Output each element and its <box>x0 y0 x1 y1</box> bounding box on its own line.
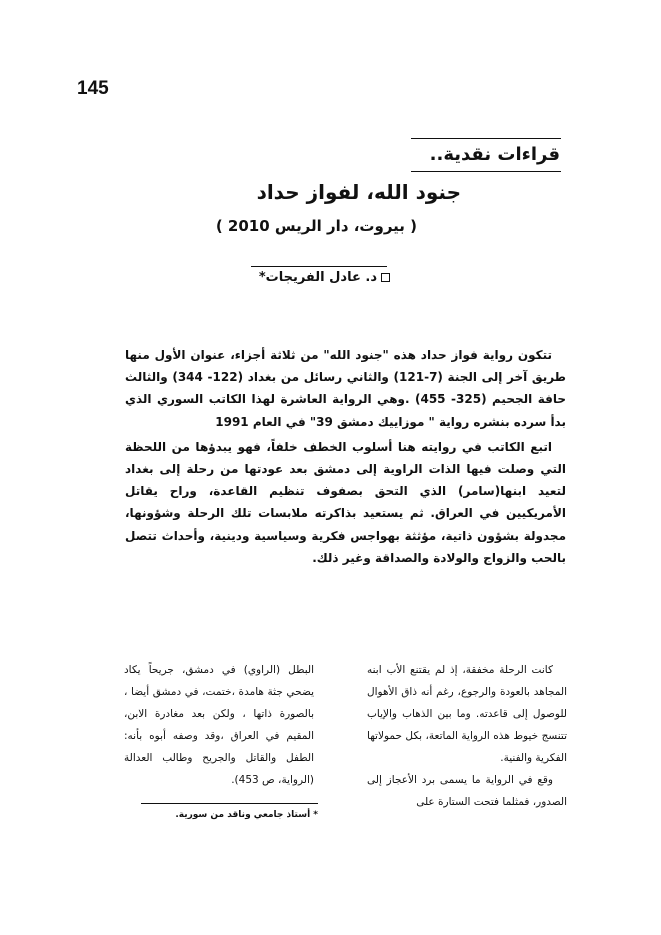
right-column-paragraph-2: وقع في الرواية ما يسمى برد الأعجاز إلى الصدور، فمثلما فتحت الستارة على <box>367 774 567 808</box>
square-icon <box>381 273 390 282</box>
section-rule-bottom <box>411 171 561 172</box>
left-column-paragraph-1: البطل (الراوي) في دمشق، جريحاً يكاد يضحي جثة هامدة ،ختمت، في دمشق أيضا ، بالصورة ذاتها ، ولكن بعد مغادرة الابن، المقيم في العراق ،وقد وصفه أبوه بأنه: الطفل والقاتل والجريح وطالب العدالة (الرواية، ص 453). <box>124 664 314 786</box>
article-title: جنود الله، لفواز حداد <box>256 180 461 204</box>
right-column-paragraph-1: كانت الرحلة مخفقة، إذ لم يقتنع الأب ابنه المجاهد بالعودة والرجوع، رغم أنه ذاق الأهوال للوصول إلى قاعدته. وما بين الذهاب والإياب تتنسج خيوط هذه الرواية الماتعة، بكل حمولاتها الفكرية والفنية. <box>367 664 567 764</box>
author-rule <box>251 266 387 267</box>
right-column <box>367 659 567 813</box>
article-subtitle: ( بيروت، دار الريس 2010 ) <box>215 217 417 235</box>
author-line <box>259 270 390 285</box>
left-column <box>124 659 314 791</box>
intro-paragraph-1: تتكون رواية فواز حداد هذه "جنود الله" من ثلاثة أجزاء، عنوان الأول منها طريق آخر إلى الجنة (7-121) والثاني رسائل من بغداد (122- 344) والثالث حافة الجحيم (325- 455) .وهي الرواية العاشرة لهذا الكاتب السوري الذي بدأ سرده بنشره رواية " موزاييك دمشق 39" في العام 1991 <box>125 348 566 429</box>
intro-paragraph-2: اتبع الكاتب في روايته هنا أسلوب الخطف خلفاً، فهو يبدؤها من اللحظة التي وصلت فيها الذات الراوية إلى دمشق بعد عودتها من رحلة إلى بغداد لتعيد ابنها(سامر) الذي التحق بصفوف تنظيم القاعدة، وراح يقاتل الأمريكيين في العراق. ثم يستعيد بذاكرته ملابسات تلك الرحلة وشؤونها، مجدولة بشؤون ذاتية، مؤثثة بهواجس فكرية وسياسية ودينية، وأحداث تتصل بالحب والزواج والولادة والصداقة وغير ذلك. <box>125 439 566 565</box>
footnote: * أستاذ جامعي وناقد من سورية. <box>175 810 318 820</box>
section-heading: قراءات نقدية.. <box>429 144 560 165</box>
intro-text <box>125 344 566 572</box>
section-rule-top <box>411 138 561 139</box>
footnote-rule <box>141 803 318 804</box>
page-number: 145 <box>77 78 109 99</box>
author-name: د. عادل الفريجات* <box>258 270 377 285</box>
